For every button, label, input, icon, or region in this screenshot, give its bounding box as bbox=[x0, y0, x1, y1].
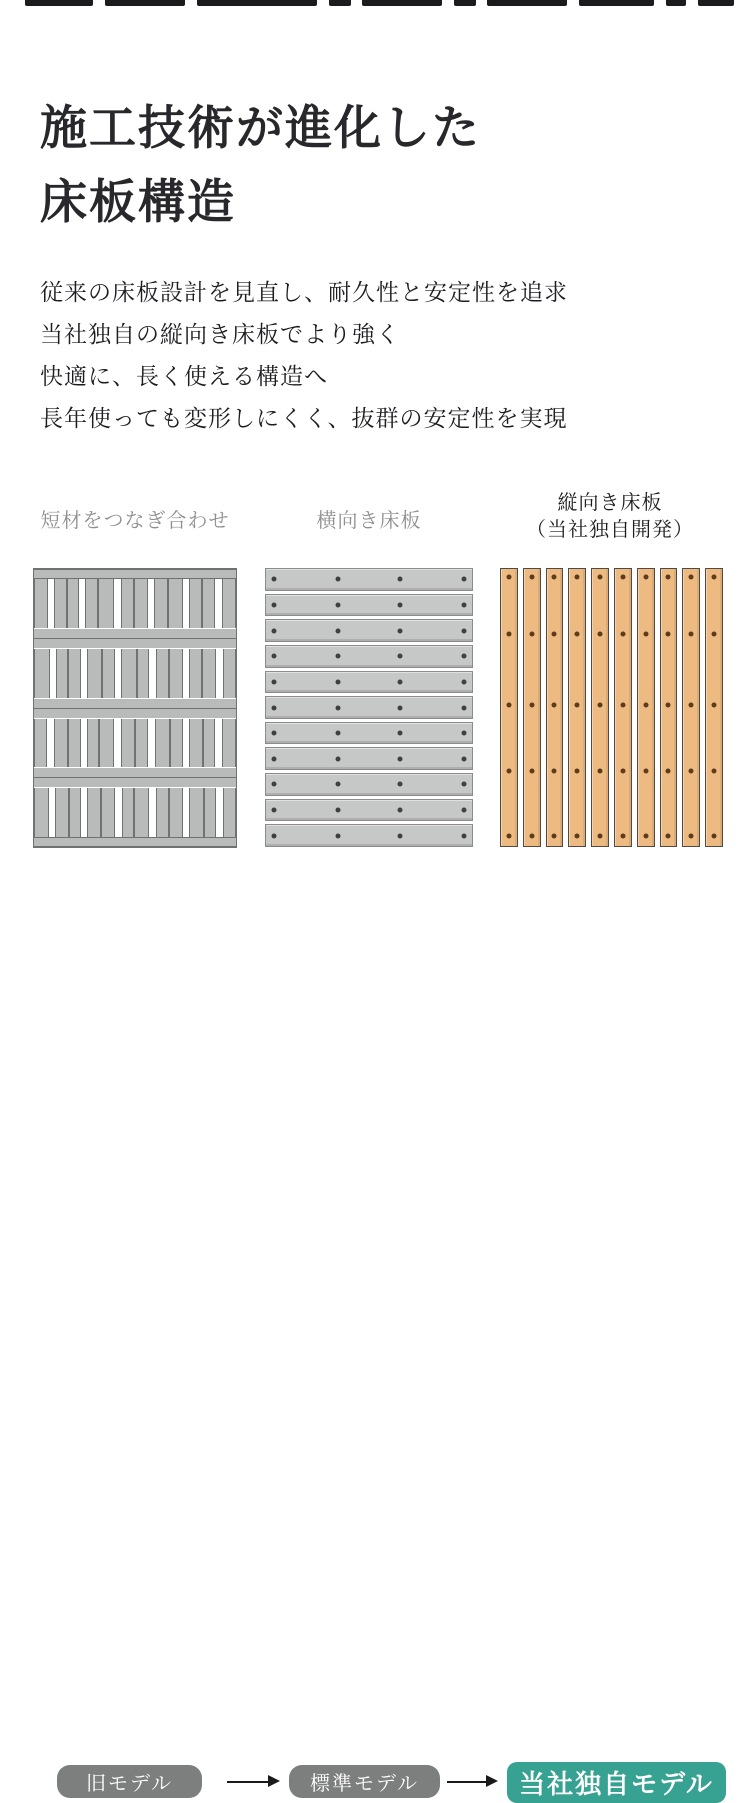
short-slat bbox=[87, 719, 99, 768]
screw-dot bbox=[336, 705, 341, 710]
intro-line: 従来の床板設計を見直し、耐久性と安定性を追求 bbox=[40, 280, 568, 306]
screw-dot bbox=[575, 702, 580, 707]
screw-dot bbox=[598, 632, 603, 637]
standard-model-badge: 標準モデル bbox=[289, 1765, 440, 1798]
screw-dot bbox=[666, 632, 671, 637]
screw-dot bbox=[336, 602, 341, 607]
vertical-wood-slat bbox=[614, 568, 632, 847]
arrow-right-icon bbox=[227, 1781, 268, 1783]
screw-dot bbox=[712, 834, 717, 839]
short-slat bbox=[101, 788, 115, 837]
screw-dot bbox=[575, 834, 580, 839]
diagram-standard-model bbox=[265, 568, 473, 847]
slat-row bbox=[34, 788, 236, 837]
screw-dot bbox=[529, 575, 534, 580]
screw-dot bbox=[506, 834, 511, 839]
short-slat bbox=[56, 649, 67, 698]
short-slat bbox=[135, 719, 148, 768]
short-slat bbox=[121, 579, 134, 628]
screw-dot bbox=[461, 833, 466, 838]
screw-dot bbox=[272, 602, 277, 607]
short-slat bbox=[68, 719, 81, 768]
short-slat bbox=[121, 719, 135, 768]
screw-dot bbox=[552, 575, 557, 580]
horizontal-slat bbox=[265, 722, 473, 745]
rail-layer bbox=[34, 699, 236, 708]
screw-dot bbox=[397, 756, 402, 761]
short-slat bbox=[170, 719, 183, 768]
screw-dot bbox=[598, 702, 603, 707]
screw-dot bbox=[666, 702, 671, 707]
short-slat bbox=[154, 579, 168, 628]
short-slat bbox=[204, 788, 216, 837]
screw-dot bbox=[689, 702, 694, 707]
screw-dot bbox=[689, 632, 694, 637]
horizontal-slat bbox=[265, 619, 473, 642]
short-slat bbox=[189, 649, 201, 698]
screw-dot bbox=[336, 628, 341, 633]
screw-dot bbox=[336, 577, 341, 582]
screw-dot bbox=[552, 769, 557, 774]
rail-layer bbox=[34, 778, 236, 787]
screw-dot bbox=[620, 632, 625, 637]
screw-dot bbox=[643, 632, 648, 637]
short-slat bbox=[134, 579, 148, 628]
screw-dot bbox=[272, 782, 277, 787]
horizontal-rail bbox=[34, 837, 236, 847]
diagram-old-model bbox=[33, 568, 237, 848]
short-slat bbox=[34, 649, 50, 698]
vertical-wood-slat bbox=[591, 568, 609, 847]
horizontal-slat bbox=[265, 747, 473, 770]
screw-dot bbox=[272, 577, 277, 582]
screw-dot bbox=[712, 769, 717, 774]
screw-dot bbox=[397, 577, 402, 582]
vertical-wood-slat bbox=[568, 568, 586, 847]
rail-layer bbox=[34, 629, 236, 638]
screw-dot bbox=[643, 769, 648, 774]
screw-dot bbox=[666, 834, 671, 839]
screw-dot bbox=[272, 808, 277, 813]
cutoff-text-fragment bbox=[454, 0, 476, 6]
short-slat bbox=[156, 788, 169, 837]
screw-dot bbox=[272, 628, 277, 633]
original-model-badge: 当社独自モデル bbox=[507, 1762, 726, 1803]
screw-dot bbox=[529, 769, 534, 774]
short-slat bbox=[156, 649, 169, 698]
screw-dot bbox=[336, 833, 341, 838]
screw-dot bbox=[336, 808, 341, 813]
page-title-line-2: 床板構造 bbox=[40, 175, 236, 230]
horizontal-slat bbox=[265, 568, 473, 591]
vertical-wood-slat bbox=[637, 568, 655, 847]
short-slat bbox=[87, 649, 102, 698]
label-horizontal-slats: 横向き床板 bbox=[316, 508, 422, 532]
short-slat bbox=[34, 719, 47, 768]
screw-dot bbox=[598, 575, 603, 580]
screw-dot bbox=[397, 782, 402, 787]
short-slat bbox=[34, 579, 48, 628]
screw-dot bbox=[461, 731, 466, 736]
short-slat bbox=[68, 649, 81, 698]
screw-dot bbox=[397, 654, 402, 659]
screw-dot bbox=[461, 756, 466, 761]
screw-dot bbox=[336, 782, 341, 787]
short-slat bbox=[189, 719, 203, 768]
short-slat bbox=[85, 579, 98, 628]
double-rail-joint bbox=[34, 698, 236, 719]
screw-dot bbox=[272, 705, 277, 710]
screw-dot bbox=[506, 632, 511, 637]
screw-dot bbox=[397, 833, 402, 838]
short-slat bbox=[203, 719, 215, 768]
rail-layer bbox=[34, 709, 236, 718]
screw-dot bbox=[506, 702, 511, 707]
screw-dot bbox=[461, 705, 466, 710]
cutoff-text-fragment bbox=[25, 0, 93, 6]
screw-dot bbox=[461, 577, 466, 582]
horizontal-slat bbox=[265, 696, 473, 719]
screw-dot bbox=[552, 702, 557, 707]
screw-dot bbox=[689, 575, 694, 580]
short-slat bbox=[34, 788, 49, 837]
arrow-right-icon bbox=[447, 1781, 486, 1783]
vertical-wood-slat bbox=[523, 568, 541, 847]
short-slat bbox=[98, 579, 114, 628]
screw-dot bbox=[336, 731, 341, 736]
short-slat bbox=[55, 788, 68, 837]
short-slat bbox=[223, 788, 236, 837]
cutoff-text-fragment bbox=[487, 0, 567, 6]
short-slat bbox=[169, 649, 183, 698]
slat-row bbox=[34, 649, 236, 698]
screw-dot bbox=[689, 769, 694, 774]
short-slat bbox=[121, 649, 137, 698]
vertical-wood-slat bbox=[660, 568, 678, 847]
intro-line: 快適に、長く使える構造へ bbox=[40, 364, 328, 390]
screw-dot bbox=[620, 769, 625, 774]
rail-layer bbox=[34, 768, 236, 777]
screw-dot bbox=[575, 575, 580, 580]
vertical-wood-slat bbox=[500, 568, 518, 847]
screw-dot bbox=[461, 654, 466, 659]
screw-dot bbox=[336, 654, 341, 659]
cutoff-text-fragment bbox=[105, 0, 185, 6]
screw-dot bbox=[397, 602, 402, 607]
cutoff-text-strip bbox=[0, 0, 750, 8]
screw-dot bbox=[336, 756, 341, 761]
cutoff-text-fragment bbox=[362, 0, 442, 6]
page-title-line-1: 施工技術が進化した bbox=[40, 101, 481, 156]
label-vertical-slats-line-1: 縦向き床板 bbox=[557, 490, 663, 514]
screw-dot bbox=[620, 575, 625, 580]
short-slat bbox=[99, 719, 114, 768]
horizontal-slat bbox=[265, 594, 473, 617]
screw-dot bbox=[461, 628, 466, 633]
screw-dot bbox=[336, 679, 341, 684]
screw-dot bbox=[272, 679, 277, 684]
screw-dot bbox=[712, 575, 717, 580]
short-slat bbox=[202, 649, 217, 698]
screw-dot bbox=[552, 834, 557, 839]
short-slat bbox=[222, 579, 236, 628]
vertical-wood-slat bbox=[682, 568, 700, 847]
screw-dot bbox=[397, 679, 402, 684]
short-slat bbox=[189, 788, 204, 837]
screw-dot bbox=[461, 782, 466, 787]
short-slat bbox=[222, 719, 236, 768]
screw-dot bbox=[506, 575, 511, 580]
short-slat bbox=[189, 579, 202, 628]
short-slat bbox=[223, 649, 236, 698]
screw-dot bbox=[397, 705, 402, 710]
screw-dot bbox=[529, 632, 534, 637]
screw-dot bbox=[643, 834, 648, 839]
horizontal-slat bbox=[265, 824, 473, 847]
screw-dot bbox=[397, 731, 402, 736]
diagram-original-model bbox=[500, 568, 723, 847]
cutoff-text-fragment bbox=[698, 0, 734, 6]
screw-dot bbox=[712, 702, 717, 707]
screw-dot bbox=[620, 834, 625, 839]
label-vertical-slats-line-2: （当社独自開発） bbox=[526, 517, 694, 541]
screw-dot bbox=[461, 808, 466, 813]
short-slat bbox=[87, 788, 101, 837]
slat-row bbox=[34, 719, 236, 768]
screw-dot bbox=[461, 602, 466, 607]
short-slat bbox=[169, 788, 183, 837]
screw-dot bbox=[620, 702, 625, 707]
cutoff-text-fragment bbox=[329, 0, 351, 6]
horizontal-slat bbox=[265, 645, 473, 668]
model-evolution-flow bbox=[0, 878, 750, 1800]
short-slat bbox=[102, 649, 115, 698]
screw-dot bbox=[461, 679, 466, 684]
screw-dot bbox=[529, 702, 534, 707]
rail-layer bbox=[34, 639, 236, 648]
screw-dot bbox=[506, 769, 511, 774]
old-model-badge: 旧モデル bbox=[57, 1765, 202, 1798]
slat-row bbox=[34, 579, 236, 628]
horizontal-slat bbox=[265, 671, 473, 694]
short-slat bbox=[122, 788, 134, 837]
horizontal-slat bbox=[265, 773, 473, 796]
screw-dot bbox=[397, 628, 402, 633]
short-slat bbox=[134, 788, 149, 837]
screw-dot bbox=[712, 632, 717, 637]
screw-dot bbox=[272, 731, 277, 736]
intro-line: 当社独自の縦向き床板でより強く bbox=[40, 322, 400, 348]
short-slat bbox=[54, 579, 66, 628]
short-slat bbox=[202, 579, 215, 628]
intro-text bbox=[40, 272, 568, 440]
cutoff-text-fragment bbox=[197, 0, 317, 6]
short-slat bbox=[67, 579, 79, 628]
screw-dot bbox=[397, 808, 402, 813]
horizontal-rail bbox=[34, 569, 236, 579]
screw-dot bbox=[643, 702, 648, 707]
horizontal-slat bbox=[265, 799, 473, 822]
screw-dot bbox=[689, 834, 694, 839]
screw-dot bbox=[272, 654, 277, 659]
screw-dot bbox=[272, 833, 277, 838]
screw-dot bbox=[666, 575, 671, 580]
vertical-wood-slat bbox=[546, 568, 564, 847]
screw-dot bbox=[575, 769, 580, 774]
short-slat bbox=[69, 788, 81, 837]
intro-line: 長年使っても変形しにくく、抜群の安定性を実現 bbox=[40, 406, 568, 432]
short-slat bbox=[137, 649, 149, 698]
screw-dot bbox=[598, 834, 603, 839]
label-joined-short-slats: 短材をつなぎ合わせ bbox=[40, 508, 230, 532]
screw-dot bbox=[552, 632, 557, 637]
double-rail-joint bbox=[34, 767, 236, 788]
screw-dot bbox=[666, 769, 671, 774]
short-slat bbox=[168, 579, 183, 628]
screw-dot bbox=[643, 575, 648, 580]
screw-dot bbox=[598, 769, 603, 774]
cutoff-text-fragment bbox=[666, 0, 686, 6]
label-vertical-slats-original bbox=[480, 489, 740, 543]
screw-dot bbox=[575, 632, 580, 637]
screw-dot bbox=[272, 756, 277, 761]
page-title bbox=[40, 92, 481, 240]
cutoff-text-fragment bbox=[579, 0, 654, 6]
short-slat bbox=[54, 719, 68, 768]
vertical-wood-slat bbox=[705, 568, 723, 847]
double-rail-joint bbox=[34, 628, 236, 649]
screw-dot bbox=[529, 834, 534, 839]
short-slat bbox=[155, 719, 170, 768]
